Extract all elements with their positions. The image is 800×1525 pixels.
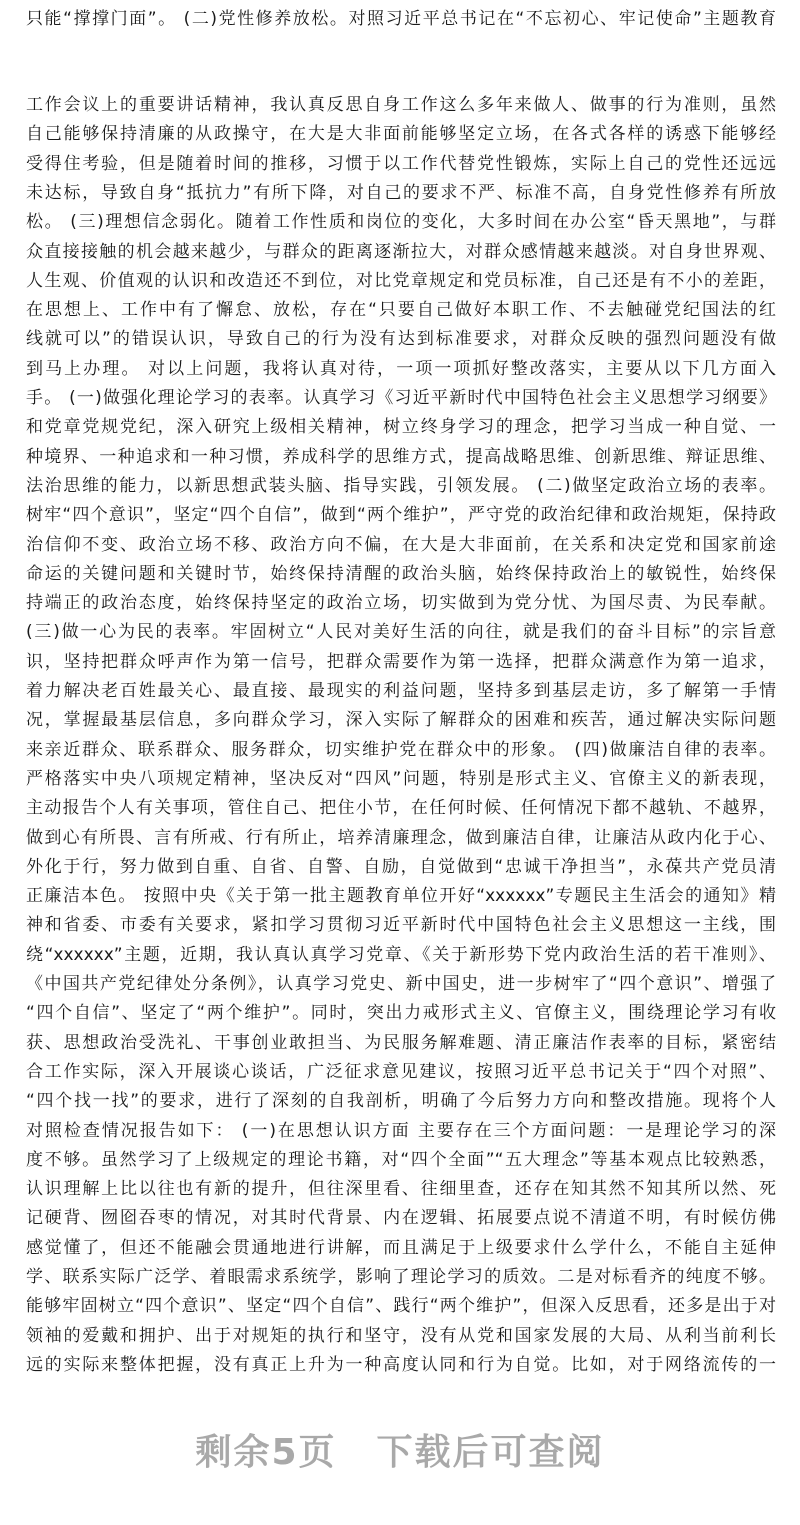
text-line: 度不够。虽然学习了上级规定的理论书籍，对“四个全面”“五大理念”等基本观点比较熟悉， xyxy=(26,1149,776,1170)
text-line: 做到心有所畏、言有所戒、行有所止，培养清廉理念，做到廉洁自律，让廉洁从政内化于心、 xyxy=(26,827,776,848)
text-line: 远的实际来整体把握，没有真正上升为一种高度认同和行为自觉。比如，对于网络流传的一 xyxy=(26,1354,776,1375)
text-line: 线就可以”的错误认识，导致自己的行为没有达到标准要求，对群众反映的强烈问题没有做 xyxy=(26,329,776,350)
text-line: (三)做一心为民的表率。牢固树立“人民对美好生活的向往，就是我们的奋斗目标”的宗旨意 xyxy=(26,622,776,643)
text-line: 合工作实际，深入开展谈心谈话，广泛征求意见建议，按照习近平总书记关于“四个对照”、 xyxy=(26,1061,776,1082)
text-line: 正廉洁本色。 按照中央《关于第一批主题教育单位开好“xxxxxx”专题民主生活会的通知》精 xyxy=(26,886,776,907)
text-line: 《中国共产党纪律处分条例》，认真学习党史、新中国史，进一步树牢了“四个意识”、增强了 xyxy=(26,974,776,994)
text-line: 学、联系实际广泛学、着眼需求系统学，影响了理论学习的质效。二是对标看齐的纯度不够。 xyxy=(26,1267,776,1287)
text-line: 绕“xxxxxx”主题，近期，我认真认真学习党章、《关于新形势下党内政治生活的若干准则》、 xyxy=(26,944,776,965)
download-banner[interactable] xyxy=(0,1418,800,1488)
text-line: 众直接接触的机会越来越少，与群众的距离逐渐拉大，对群众感情越来越淡。对自身世界观、 xyxy=(26,241,776,262)
text-line: 种境界、一种追求和一种习惯，养成科学的思维方式，提高战略思维、创新思维、辩证思维、 xyxy=(26,446,776,467)
text-line: 工作会议上的重要讲话精神，我认真反思自身工作这么多年来做人、做事的行为准则，虽然 xyxy=(26,95,776,115)
remaining-pages-label: 剩余5页 xyxy=(195,1432,337,1473)
text-line: 手。 (一)做强化理论学习的表率。认真学习《习近平新时代中国特色社会主义思想学习纲要》 xyxy=(26,388,776,408)
text-line: 能够牢固树立“四个意识”、坚定“四个自信”、践行“两个维护”，但深入反思看，还多是出于对 xyxy=(26,1296,776,1317)
text-line: 人生观、价值观的认识和改造还不到位，对比党章规定和党员标准，自己还是有不小的差距， xyxy=(26,270,776,291)
text-line: 持端正的政治态度，始终保持坚定的政治立场，切实做到为党分忧、为国尽责、为民奉献。 xyxy=(26,593,776,614)
text-line: 着力解决老百姓最关心、最直接、最现实的利益问题，坚持多到基层走访，多了解第一手情 xyxy=(26,681,776,701)
text-line: 命运的关键问题和关键时节，始终保持清醒的政治头脑，始终保持政治上的敏锐性，始终保 xyxy=(26,563,776,584)
text-line: 松。 (三)理想信念弱化。随着工作性质和岗位的变化，大多时间在办公室“昏天黑地”，与群 xyxy=(26,212,776,233)
text-line: 严格落实中央八项规定精神，坚决反对“四风”问题，特别是形式主义、官僚主义的新表现， xyxy=(26,768,776,789)
text-line: 识，坚持把群众呼声作为第一信号，把群众需要作为第一选择，把群众满意作为第一追求， xyxy=(26,651,776,672)
text-line: 在思想上、工作中有了懈怠、放松，存在“只要自己做好本职工作、不去触碰党纪国法的红 xyxy=(26,300,776,321)
text-line: 法治思维的能力，以新思想武装头脑、指导实践，引领发展。 (二)做坚定政治立场的表率。 xyxy=(26,475,776,496)
text-line: 受得住考验，但是随着时间的推移，习惯于以工作代替党性锻炼，实际上自己的党性还远远 xyxy=(26,153,776,174)
text-line: 对照检查情况报告如下： (一)在思想认识方面 主要存在三个方面问题：一是理论学习的深 xyxy=(26,1120,776,1141)
text-line: 况，掌握最基层信息，多向群众学习，深入实际了解群众的困难和疾苦，通过解决实际问题 xyxy=(26,710,776,731)
text-line: 到马上办理。 对以上问题，我将认真对待，一项一项抓好整改落实，主要从以下几方面入 xyxy=(26,358,776,379)
text-line: 只能“撑撑门面”。 (二)党性修养放松。对照习近平总书记在“不忘初心、牢记使命”主题教育 xyxy=(26,9,776,29)
text-line: 治信仰不变、政治立场不移、政治方向不偏，在大是大非面前，在关系和决定党和国家前途 xyxy=(26,534,776,555)
text-line: 神和省委、市委有关要求，紧扣学习贯彻习近平新时代中国特色社会主义思想这一主线，围 xyxy=(26,915,776,936)
text-line: “四个找一找”的要求，进行了深刻的自我剖析，明确了今后努力方向和整改措施。现将个人 xyxy=(26,1091,776,1112)
text-line: 认识理解上比以往也有新的提升，但往深里看、往细里查，还存在知其然不知其所以然、死 xyxy=(26,1179,776,1200)
text-line: 和党章党规党纪，深入研究上级相关精神，树立终身学习的理念，把学习当成一种自觉、一 xyxy=(26,417,776,438)
text-line: 树牢“四个意识”，坚定“四个自信”，做到“两个维护”，严守党的政治纪律和政治规矩，保持政 xyxy=(26,505,776,526)
text-line: 外化于行，努力做到自重、自省、自警、自励，自觉做到“忠诚干净担当”，永葆共产党员清 xyxy=(26,856,776,877)
text-line: 领袖的爱戴和拥护、出于对规矩的执行和坚守，没有从党和国家发展的大局、从利当前利长 xyxy=(26,1325,776,1346)
text-line: 记硬背、囫囵吞枣的情况，对其时代背景、内在逻辑、拓展要点说不清道不明，有时候仿佛 xyxy=(26,1208,776,1229)
text-line: 感觉懂了，但还不能融会贯通地进行讲解，而且满足于上级要求什么学什么，不能自主延伸 xyxy=(26,1237,776,1258)
text-line: “四个自信”、坚定了“两个维护”。同时，突出力戒形式主义、官僚主义，围绕理论学习有收 xyxy=(26,1003,776,1024)
text-line: 获、思想政治受洗礼、干事创业敢担当、为民服务解难题、清正廉洁作表率的目标，紧密结 xyxy=(26,1032,776,1053)
text-line: 自己能够保持清廉的从政操守，在大是大非面前能够坚定立场，在各式各样的诱惑下能够经 xyxy=(26,124,776,145)
text-line: 未达标，导致自身“抵抗力”有所下降，对自己的要求不严、标准不高，自身党性修养有所放 xyxy=(26,182,776,203)
text-line: 来亲近群众、联系群众、服务群众，切实维护党在群众中的形象。 (四)做廉洁自律的表率。 xyxy=(26,739,776,760)
text-line: 主动报告个人有关事项，管住自己、把住小节，在任何时候、任何情况下都不越轨、不越界， xyxy=(26,798,776,819)
download-hint-label: 下载后可查阅 xyxy=(376,1432,605,1473)
